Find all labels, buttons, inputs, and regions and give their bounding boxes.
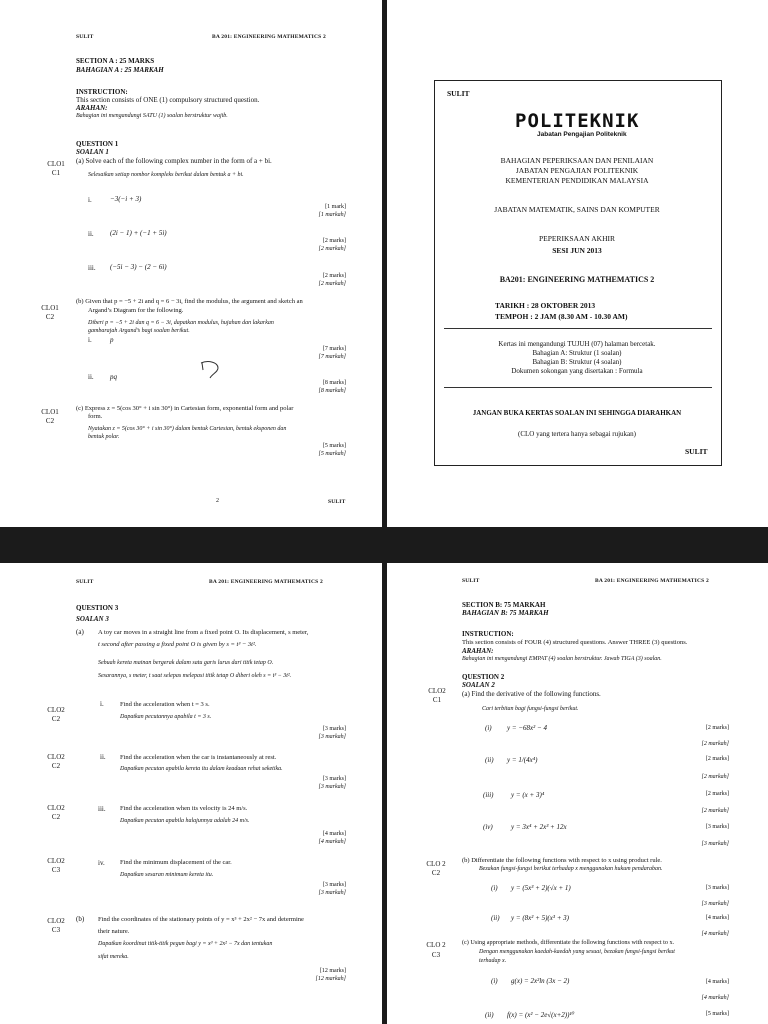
marks: [8 marks] (322, 380, 346, 386)
clo-level: C2 (45, 417, 55, 425)
question-2a-ms: Cari terbitan bagi fungsi-fungsi berikut. (482, 706, 579, 712)
marks: [1 mark] (325, 204, 346, 210)
page-number: 2 (216, 498, 219, 504)
marks: [3 marks] (322, 776, 346, 782)
clo-label: CLO2 (47, 917, 65, 925)
info-document: Dokumen sokongan yang disertakan : Formula (511, 367, 643, 375)
item-number: iv. (98, 859, 105, 867)
clo-label: CLO2 (47, 804, 65, 812)
question-title: QUESTION 2 (462, 673, 505, 681)
question-1c-ms: Nyatakan z = 5(cos 30° + i sin 30°) dalam bentuk Cartesian, bentuk eksponen dan (88, 426, 287, 432)
page-question-3 (0, 563, 382, 1024)
clo-label: CLO1 (41, 304, 59, 312)
marks: [2 marks] (322, 238, 346, 244)
question-title-ms: SOALAN 1 (76, 148, 109, 156)
item-number: (iii) (483, 791, 494, 799)
question-3a-i: Find the acceleration when t = 3 s. (120, 701, 210, 708)
question-2b: (b) Differentiate the following functions with respect to x using product rule. (462, 857, 662, 864)
marks: [5 marks] (322, 443, 346, 449)
question-1b: (b) Given that p = −5 + 2i and q = 6 − 3i, find the modulus, the argument and sketch an (76, 298, 303, 305)
arahan-label: ARAHAN: (76, 104, 108, 112)
marks-ms: [4 markah] (701, 995, 729, 1001)
arahan-text: Bahagian ini mengandungi SATU (1) soalan berstruktur wajib. (76, 113, 228, 119)
item-number: ii. (88, 373, 94, 381)
question-3a-iii-ms: Dapatkan pecutan apabila halajunnya adalah 24 m/s. (120, 818, 250, 824)
question-3b-ms: Dapatkan koordinat titik-titik pegun bagi y = x³ + 2x² − 7x dan tentukan (98, 941, 273, 947)
item-expression: y = 3x⁴ + 2x³ + 12x (511, 823, 567, 831)
dept-line-3: KEMENTERIAN PENDIDIKAN MALAYSIA (505, 176, 649, 185)
question-3b-cont: their nature. (98, 928, 130, 935)
cover-warning: JANGAN BUKA KERTAS SOALAN INI SEHINGGA DIARAHKAN (472, 409, 682, 417)
item-expression: g(x) = 2x²ln (3x − 2) (511, 977, 570, 985)
marks-ms: [3 markah] (701, 841, 729, 847)
question-2c-ms-cont: terhadap x. (479, 958, 507, 964)
clo-level: C3 (431, 951, 441, 959)
divider (444, 387, 712, 388)
item-number: (ii) (491, 914, 500, 922)
question-2c-ms: Dengan menggunakan kaedah-kaedah yang sesuai, bezakan fungsi-fungsi berikut (479, 949, 675, 955)
marks: [3 marks] (322, 882, 346, 888)
question-3a-i-ms: Dapatkan pecutannya apabila t = 3 s. (120, 714, 212, 720)
marks: [3 marks] (705, 824, 729, 830)
marks-ms: [8 markah] (318, 388, 346, 394)
part-label: (b) (76, 915, 85, 923)
item-expression: pq (110, 373, 117, 381)
marks-ms: [4 markah] (318, 839, 346, 845)
section-title-ms: BAHAGIAN B: 75 MARKAH (462, 609, 549, 617)
marks-ms: [3 markah] (318, 890, 346, 896)
marks: [2 marks] (705, 725, 729, 731)
marks: [2 marks] (322, 273, 346, 279)
instruction-label: INSTRUCTION: (462, 630, 514, 638)
marks-ms: [2 markah] (701, 774, 729, 780)
marks: [2 marks] (705, 756, 729, 762)
instruction-text: This section consists of FOUR (4) structured questions. Answer THREE (3) questions. (462, 639, 688, 646)
marks: [12 marks] (319, 968, 346, 974)
question-1c-cont: form. (88, 413, 103, 420)
clo-label: CLO1 (47, 160, 65, 168)
marks: [4 marks] (705, 979, 729, 985)
page-gap-horizontal (0, 527, 768, 563)
page-section-a (0, 0, 382, 527)
instruction-text: This section consists of ONE (1) compulsory structured question. (76, 96, 260, 104)
item-expression: (2i − 1) + (−1 + 5i) (110, 229, 167, 237)
marks-ms: [3 markah] (318, 734, 346, 740)
pencil-scribble-icon (198, 360, 222, 382)
marks: [2 marks] (705, 791, 729, 797)
clo-label: CLO2 (47, 706, 65, 714)
question-title: QUESTION 3 (76, 604, 119, 612)
question-title-ms: SOALAN 2 (462, 681, 495, 689)
question-2c: (c) Using appropriate methods, differentiate the following functions with respect to x. (462, 939, 675, 946)
part-label: (a) (76, 628, 84, 636)
sulit-label: SULIT (76, 34, 94, 40)
page-header: BA 201: ENGINEERING MATHEMATICS 2 (212, 34, 326, 40)
marks-ms: [5 markah] (318, 451, 346, 457)
item-expression: y = (x + 3)⁴ (511, 791, 545, 799)
marks: [3 marks] (705, 885, 729, 891)
dept-line-1: BAHAGIAN PEPERIKSAAN DAN PENILAIAN (500, 156, 654, 165)
exam-date: TARIKH : 28 OKTOBER 2013 (495, 301, 596, 310)
question-1b-ms-cont: gambarajah Argand’s bagi soalan berikut. (88, 328, 190, 334)
info-part-b: Bahagian B: Struktur (4 soalan) (532, 358, 622, 366)
item-expression: y = (5x³ + 2)(√x + 1) (511, 884, 571, 892)
cover-bottom-sulit: SULIT (685, 447, 708, 456)
clo-level: C1 (51, 169, 61, 177)
clo-level: C2 (51, 715, 61, 723)
marks-ms: [4 markah] (701, 931, 729, 937)
marks: [7 marks] (322, 346, 346, 352)
marks: [4 marks] (322, 831, 346, 837)
sulit-label: SULIT (462, 578, 480, 584)
clo-level: C2 (51, 762, 61, 770)
clo-level: C2 (431, 869, 441, 877)
question-3b: Find the coordinates of the stationary points of y = x³ + 2x² − 7x and determine (98, 916, 304, 923)
marks-ms: [3 markah] (701, 901, 729, 907)
question-3a: A toy car moves in a straight line from a fixed point O. Its displacement, s meter, (98, 629, 309, 636)
question-1a: (a) Solve each of the following complex number in the form of a + bi. (76, 157, 272, 165)
marks-ms: [1 markah] (318, 212, 346, 218)
item-expression: p (110, 336, 114, 344)
clo-label: CLO1 (41, 408, 59, 416)
page-header: BA 201: ENGINEERING MATHEMATICS 2 (209, 579, 323, 585)
question-2a: (a) Find the derivative of the following functions. (462, 690, 601, 698)
info-part-a: Bahagian A: Struktur (1 soalan) (532, 349, 622, 357)
page-header: BA 201: ENGINEERING MATHEMATICS 2 (595, 578, 709, 584)
question-3a-ms-cont: Sesarannya, s meter, t saat selepas melepasi titik tetap O diberi oleh s = t³ − 3t². (98, 673, 292, 679)
item-number: (i) (485, 724, 492, 732)
clo-level: C2 (45, 313, 55, 321)
item-expression: (−5i − 3) − (2 − 6i) (110, 263, 167, 271)
page-section-b (387, 563, 768, 1024)
question-1c-ms-cont: bentuk polar. (88, 434, 120, 440)
item-number: (i) (491, 884, 498, 892)
arahan-label: ARAHAN: (462, 647, 494, 655)
question-1c: (c) Express z = 5(cos 30° + i sin 30°) in Cartesian form, exponential form and polar (76, 405, 294, 412)
question-3a-cont: t second after passing a fixed point O is given by s = t³ − 3t². (98, 641, 257, 648)
item-expression: y = −68x² − 4 (507, 724, 547, 732)
marks-ms: [2 markah] (701, 741, 729, 747)
marks-ms: [2 markah] (318, 281, 346, 287)
instruction-label: INSTRUCTION: (76, 88, 128, 96)
item-number: iii. (88, 264, 96, 272)
question-3a-ii-ms: Dapatkan pecutan apabila kereta itu dalam keadaan rehat seketika. (120, 766, 283, 772)
divider (444, 328, 712, 329)
section-title: SECTION B: 75 MARKAH (462, 601, 546, 609)
marks-ms: [2 markah] (318, 246, 346, 252)
question-3a-ii: Find the acceleration when the car is instantaneously at rest. (120, 754, 277, 761)
section-title: SECTION A : 25 MARKS (76, 57, 155, 65)
marks-ms: [12 markah] (315, 976, 346, 982)
item-number: (iv) (483, 823, 493, 831)
sulit-label: SULIT (76, 579, 94, 585)
clo-level: C2 (51, 813, 61, 821)
item-number: i. (88, 196, 92, 204)
page-cover (387, 0, 768, 527)
question-3a-iii: Find the acceleration when its velocity is 24 m/s. (120, 805, 248, 812)
marks: [5 marks] (705, 1011, 729, 1017)
clo-level: C3 (51, 926, 61, 934)
item-number: iii. (98, 805, 106, 813)
jabatan: JABATAN MATEMATIK, SAINS DAN KOMPUTER (494, 205, 660, 214)
question-3a-iv-ms: Dapatkan sesaran minimum kereta itu. (120, 872, 214, 878)
politeknik-logo-sub: Jabatan Pengajian Politeknik (537, 131, 627, 138)
marks-ms: [3 markah] (318, 784, 346, 790)
item-number: (i) (491, 977, 498, 985)
question-3b-ms-cont: sifat mereka. (98, 954, 129, 960)
clo-note: (CLO yang tertera hanya sebagai rujukan) (518, 430, 636, 438)
question-3a-ms: Sebuah kereta mainan bergerak dalam satu garis lurus dari titik tetap O. (98, 660, 274, 666)
clo-level: C3 (51, 866, 61, 874)
exam-duration: TEMPOH : 2 JAM (8.30 AM - 10.30 AM) (495, 312, 628, 321)
item-number: (ii) (485, 1011, 494, 1019)
course-title: BA201: ENGINEERING MATHEMATICS 2 (499, 275, 655, 284)
dept-line-2: JABATAN PENGAJIAN POLITEKNIK (515, 166, 639, 175)
marks: [4 marks] (705, 915, 729, 921)
item-number: i. (100, 700, 104, 708)
question-1b-cont: Argand’s Diagram for the following. (88, 307, 184, 314)
item-expression: y = (8x² + 5)(x³ + 3) (511, 914, 570, 922)
exam-title: PEPERIKSAAN AKHIR (538, 234, 616, 243)
question-1a-ms: Selesaikan setiap nombor kompleks berikut dalam bentuk a + bi. (88, 172, 244, 178)
clo-label: CLO2 (428, 687, 446, 695)
section-title-ms: BAHAGIAN A : 25 MARKAH (76, 66, 164, 74)
info-pages: Kertas ini mengandungi TUJUH (07) halaman bercetak. (498, 340, 656, 348)
question-title-ms: SOALAN 3 (76, 615, 109, 623)
cover-sulit: SULIT (447, 89, 470, 98)
item-expression: −3(−i + 3) (110, 195, 142, 203)
clo-label: CLO 2 (426, 860, 446, 868)
item-number: ii. (88, 230, 94, 238)
marks: [3 marks] (322, 726, 346, 732)
clo-level: C1 (432, 696, 442, 704)
question-2b-ms: Bezakan fungsi-fungsi berikut terhadap x menggunakan hukum pendaraban. (479, 866, 663, 872)
item-number: i. (88, 336, 92, 344)
footer-sulit: SULIT (328, 499, 346, 505)
exam-session: SESI JUN 2013 (552, 246, 602, 255)
clo-label: CLO2 (47, 857, 65, 865)
item-number: (ii) (485, 756, 494, 764)
item-number: ii. (100, 753, 106, 761)
question-title: QUESTION 1 (76, 140, 119, 148)
clo-label: CLO2 (47, 753, 65, 761)
question-1b-ms: Diberi p = −5 + 2i dan q = 6 − 3i, dapatkan modulus, hujahan dan lakarkan (88, 320, 274, 326)
arahan-text: Bahagian ini mengandungi EMPAT (4) soalan berstruktur. Jawab TIGA (3) soalan. (462, 656, 662, 662)
politeknik-logo: POLITEKNIK (515, 110, 640, 132)
item-expression: f(x) = (x² − 2e√(x+2))¹⁰ (507, 1011, 575, 1019)
clo-label: CLO 2 (426, 941, 446, 949)
item-expression: y = 1/(4x⁴) (507, 756, 538, 764)
question-3a-iv: Find the minimum displacement of the car. (120, 859, 232, 866)
marks-ms: [2 markah] (701, 808, 729, 814)
marks-ms: [7 markah] (318, 354, 346, 360)
